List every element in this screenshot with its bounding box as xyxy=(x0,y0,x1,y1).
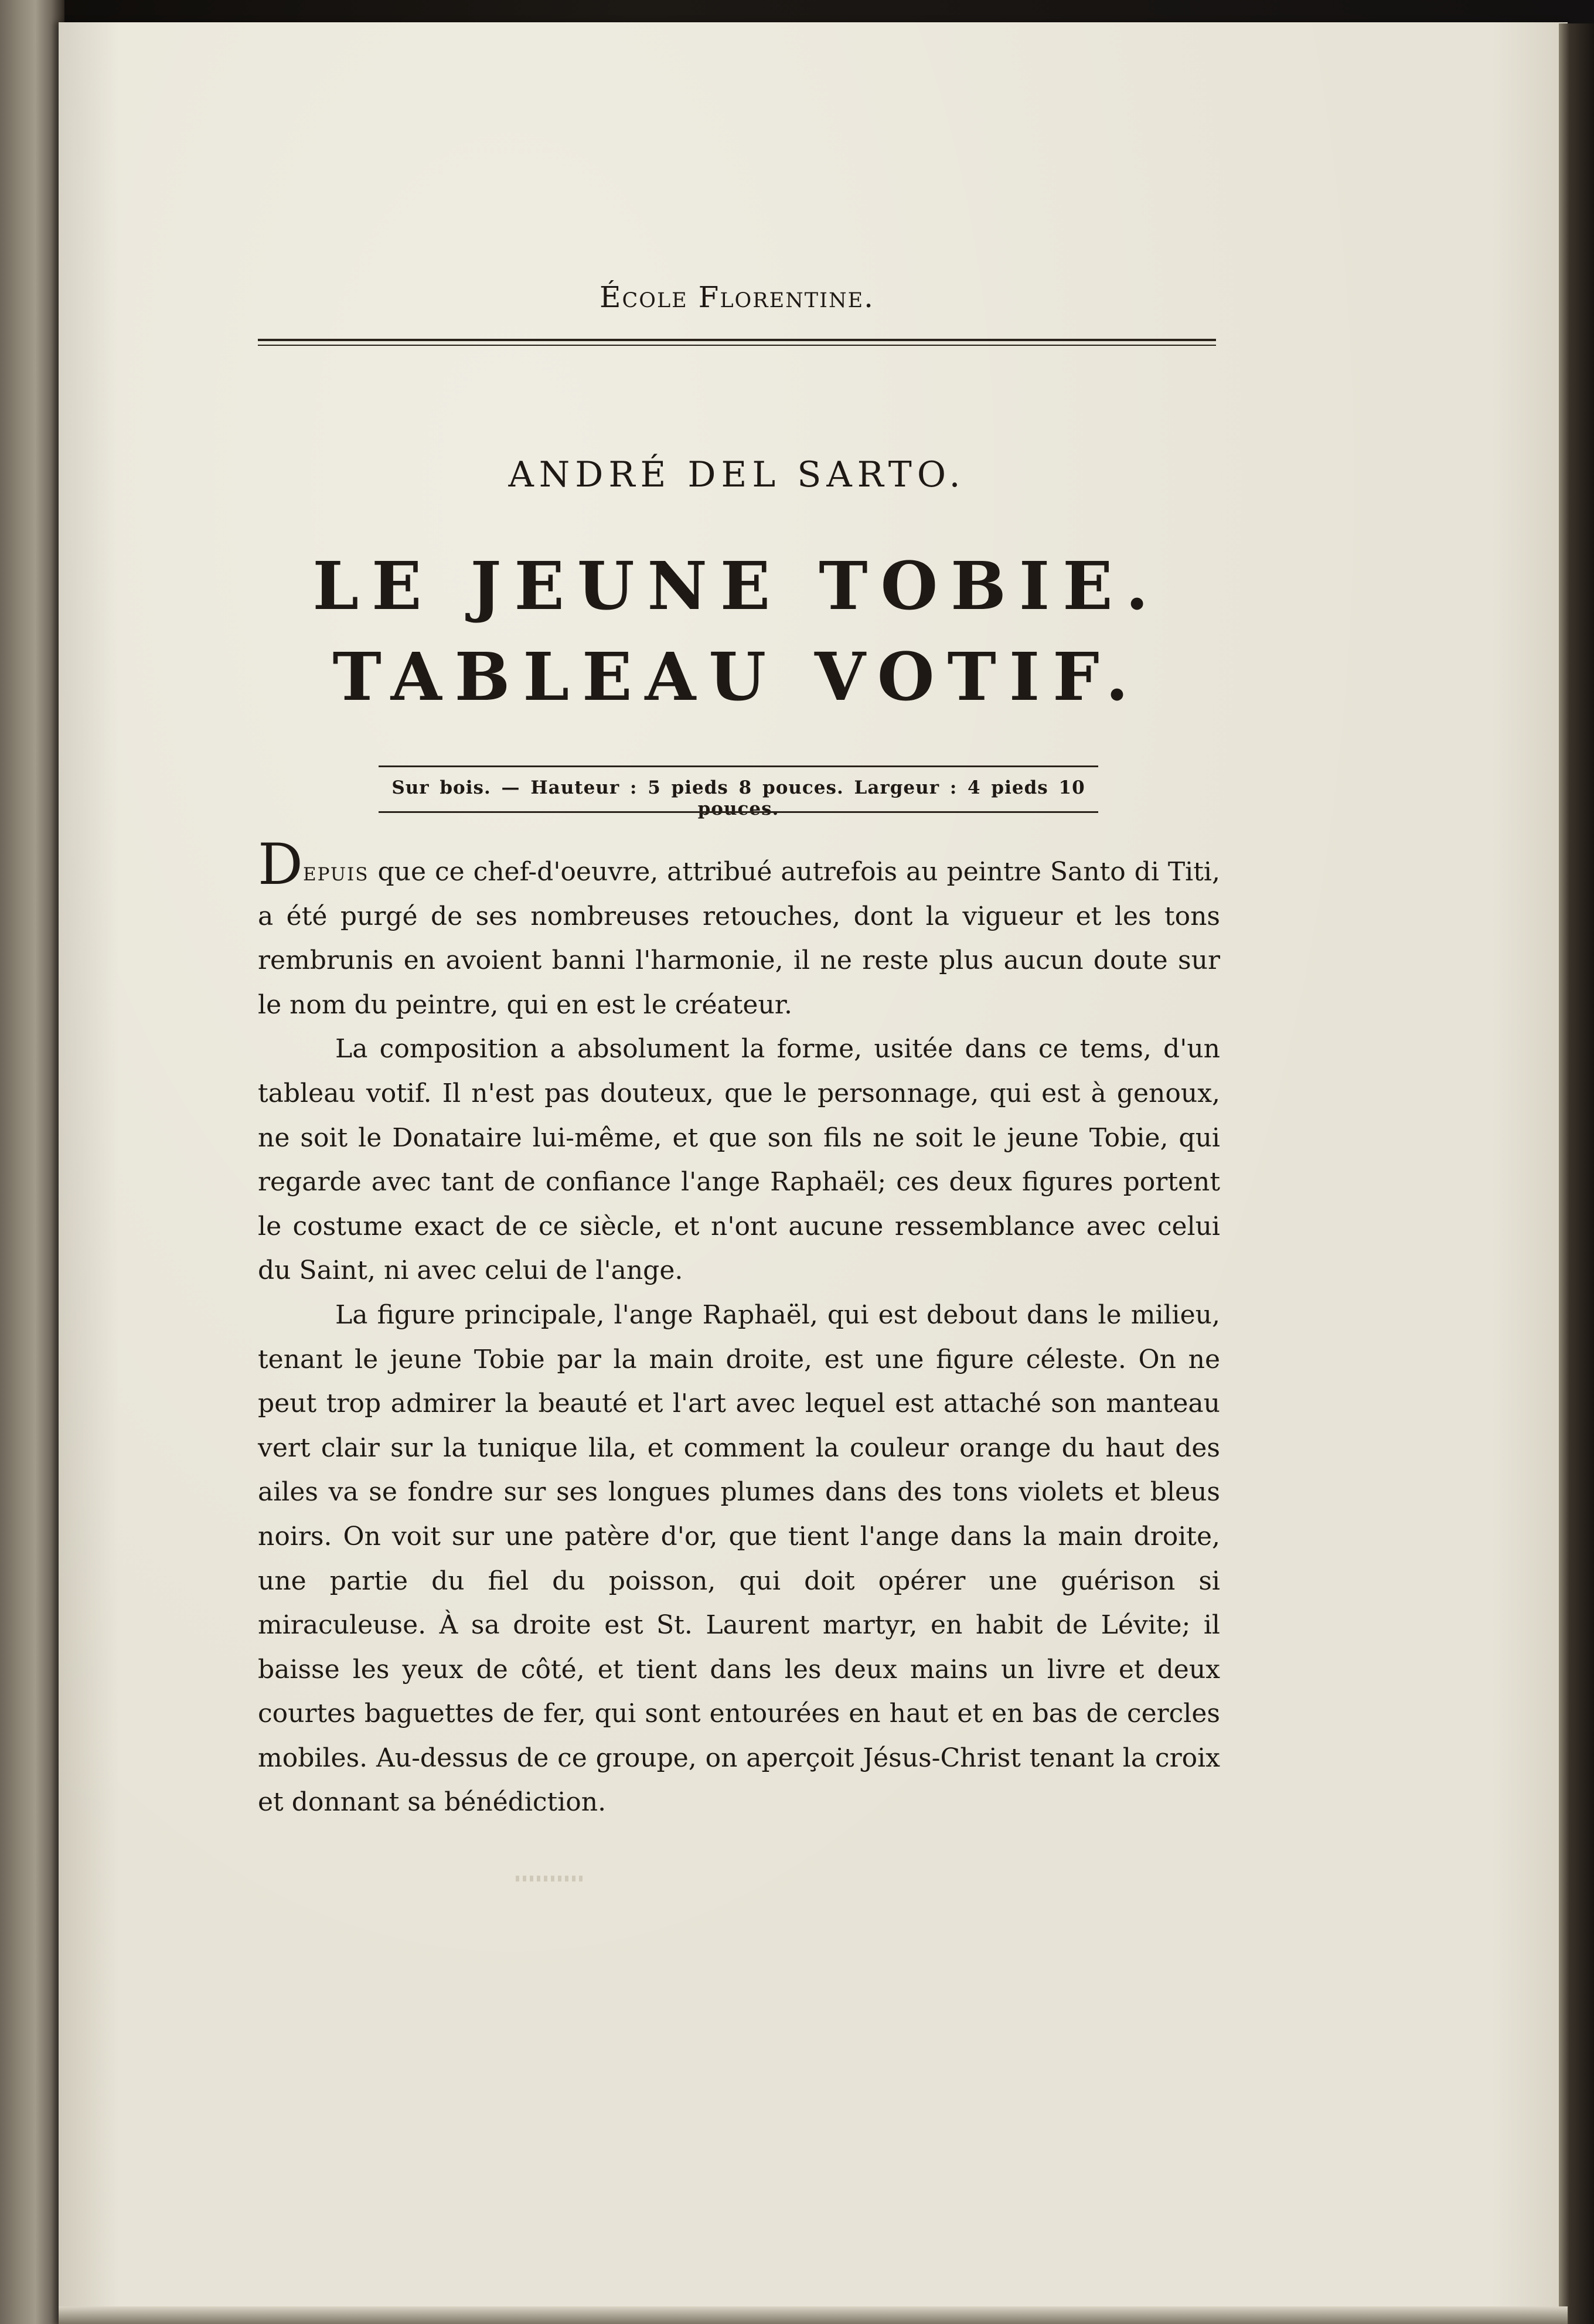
paragraph-1 xyxy=(258,832,1220,1027)
previous-page-edge xyxy=(0,0,64,2324)
drop-cap: D xyxy=(258,832,303,897)
paragraph-2: La composition a absolument la forme, usitée dans ce tems, d'un tableau votif. Il n'est pas douteux, que le personnage, qui est à genoux, ne soit le Donataire lui-même, et que son fils ne soit le jeune Tobie, qui regarde avec tant de confiance l'ange Raphaël; ces deux figures portent le costume exact de ce siècle, et n'ont aucune ressemblance avec celui du Saint, ni avec celui de l'ange. xyxy=(258,1034,1220,1286)
faint-blind-stamp xyxy=(516,1876,586,1881)
artwork-title-line-1: LE JEUNE TOBIE. xyxy=(312,548,1162,625)
artwork-dimensions: Sur bois. — Hauteur : 5 pieds 8 pouces. Largeur : 4 pieds 10 pouces. xyxy=(391,777,1085,819)
dimensions-top-rule xyxy=(379,765,1098,767)
page-fore-edge xyxy=(1559,23,1594,2324)
running-header: École Florentine. xyxy=(599,280,875,314)
paragraph-1-text: que ce chef-d'oeuvre, attribué autrefois au peintre Santo di Titi, a été purgé de ses nombreuses retouches, dont la vigueur et les tons rembrunis en avoient banni l'harmonie, il ne reste plus aucun doute sur le nom du peintre, qui en est le créateur. xyxy=(258,857,1220,1020)
artwork-title-line-2: TABLEAU VOTIF. xyxy=(332,639,1142,716)
lead-word: epuis xyxy=(302,857,369,887)
header-double-rule xyxy=(258,339,1216,346)
description-text xyxy=(258,832,1220,1825)
paragraph-3: La figure principale, l'ange Raphaël, qui est debout dans le milieu, tenant le jeune Tobie par la main droite, est une figure céleste. On ne peut trop admirer la beauté et l'art avec lequel est attaché son manteau vert clair sur la tunique lila, et comment la couleur orange du haut des ailes va se fondre sur ses longues plumes dans des tons violets et bleus noirs. On voit sur une patère d'or, que tient l'ange dans la main droite, une partie du fiel du poisson, qui doit opérer une guérison si miraculeuse. À sa droite est St. Laurent martyr, en habit de Lévite; il baisse les yeux de côté, et tient dans les deux mains un livre et deux courtes baguettes de fer, qui sont entourées en haut et en bas de cercles mobiles. Au-dessus de ce groupe, on aperçoit Jésus-Christ tenant la croix et donnant sa bénédiction. xyxy=(258,1299,1220,1818)
artist-name: ANDRÉ DEL SARTO. xyxy=(508,454,966,495)
page-bottom-edge xyxy=(59,2306,1568,2324)
dimensions-bottom-rule xyxy=(379,811,1098,813)
